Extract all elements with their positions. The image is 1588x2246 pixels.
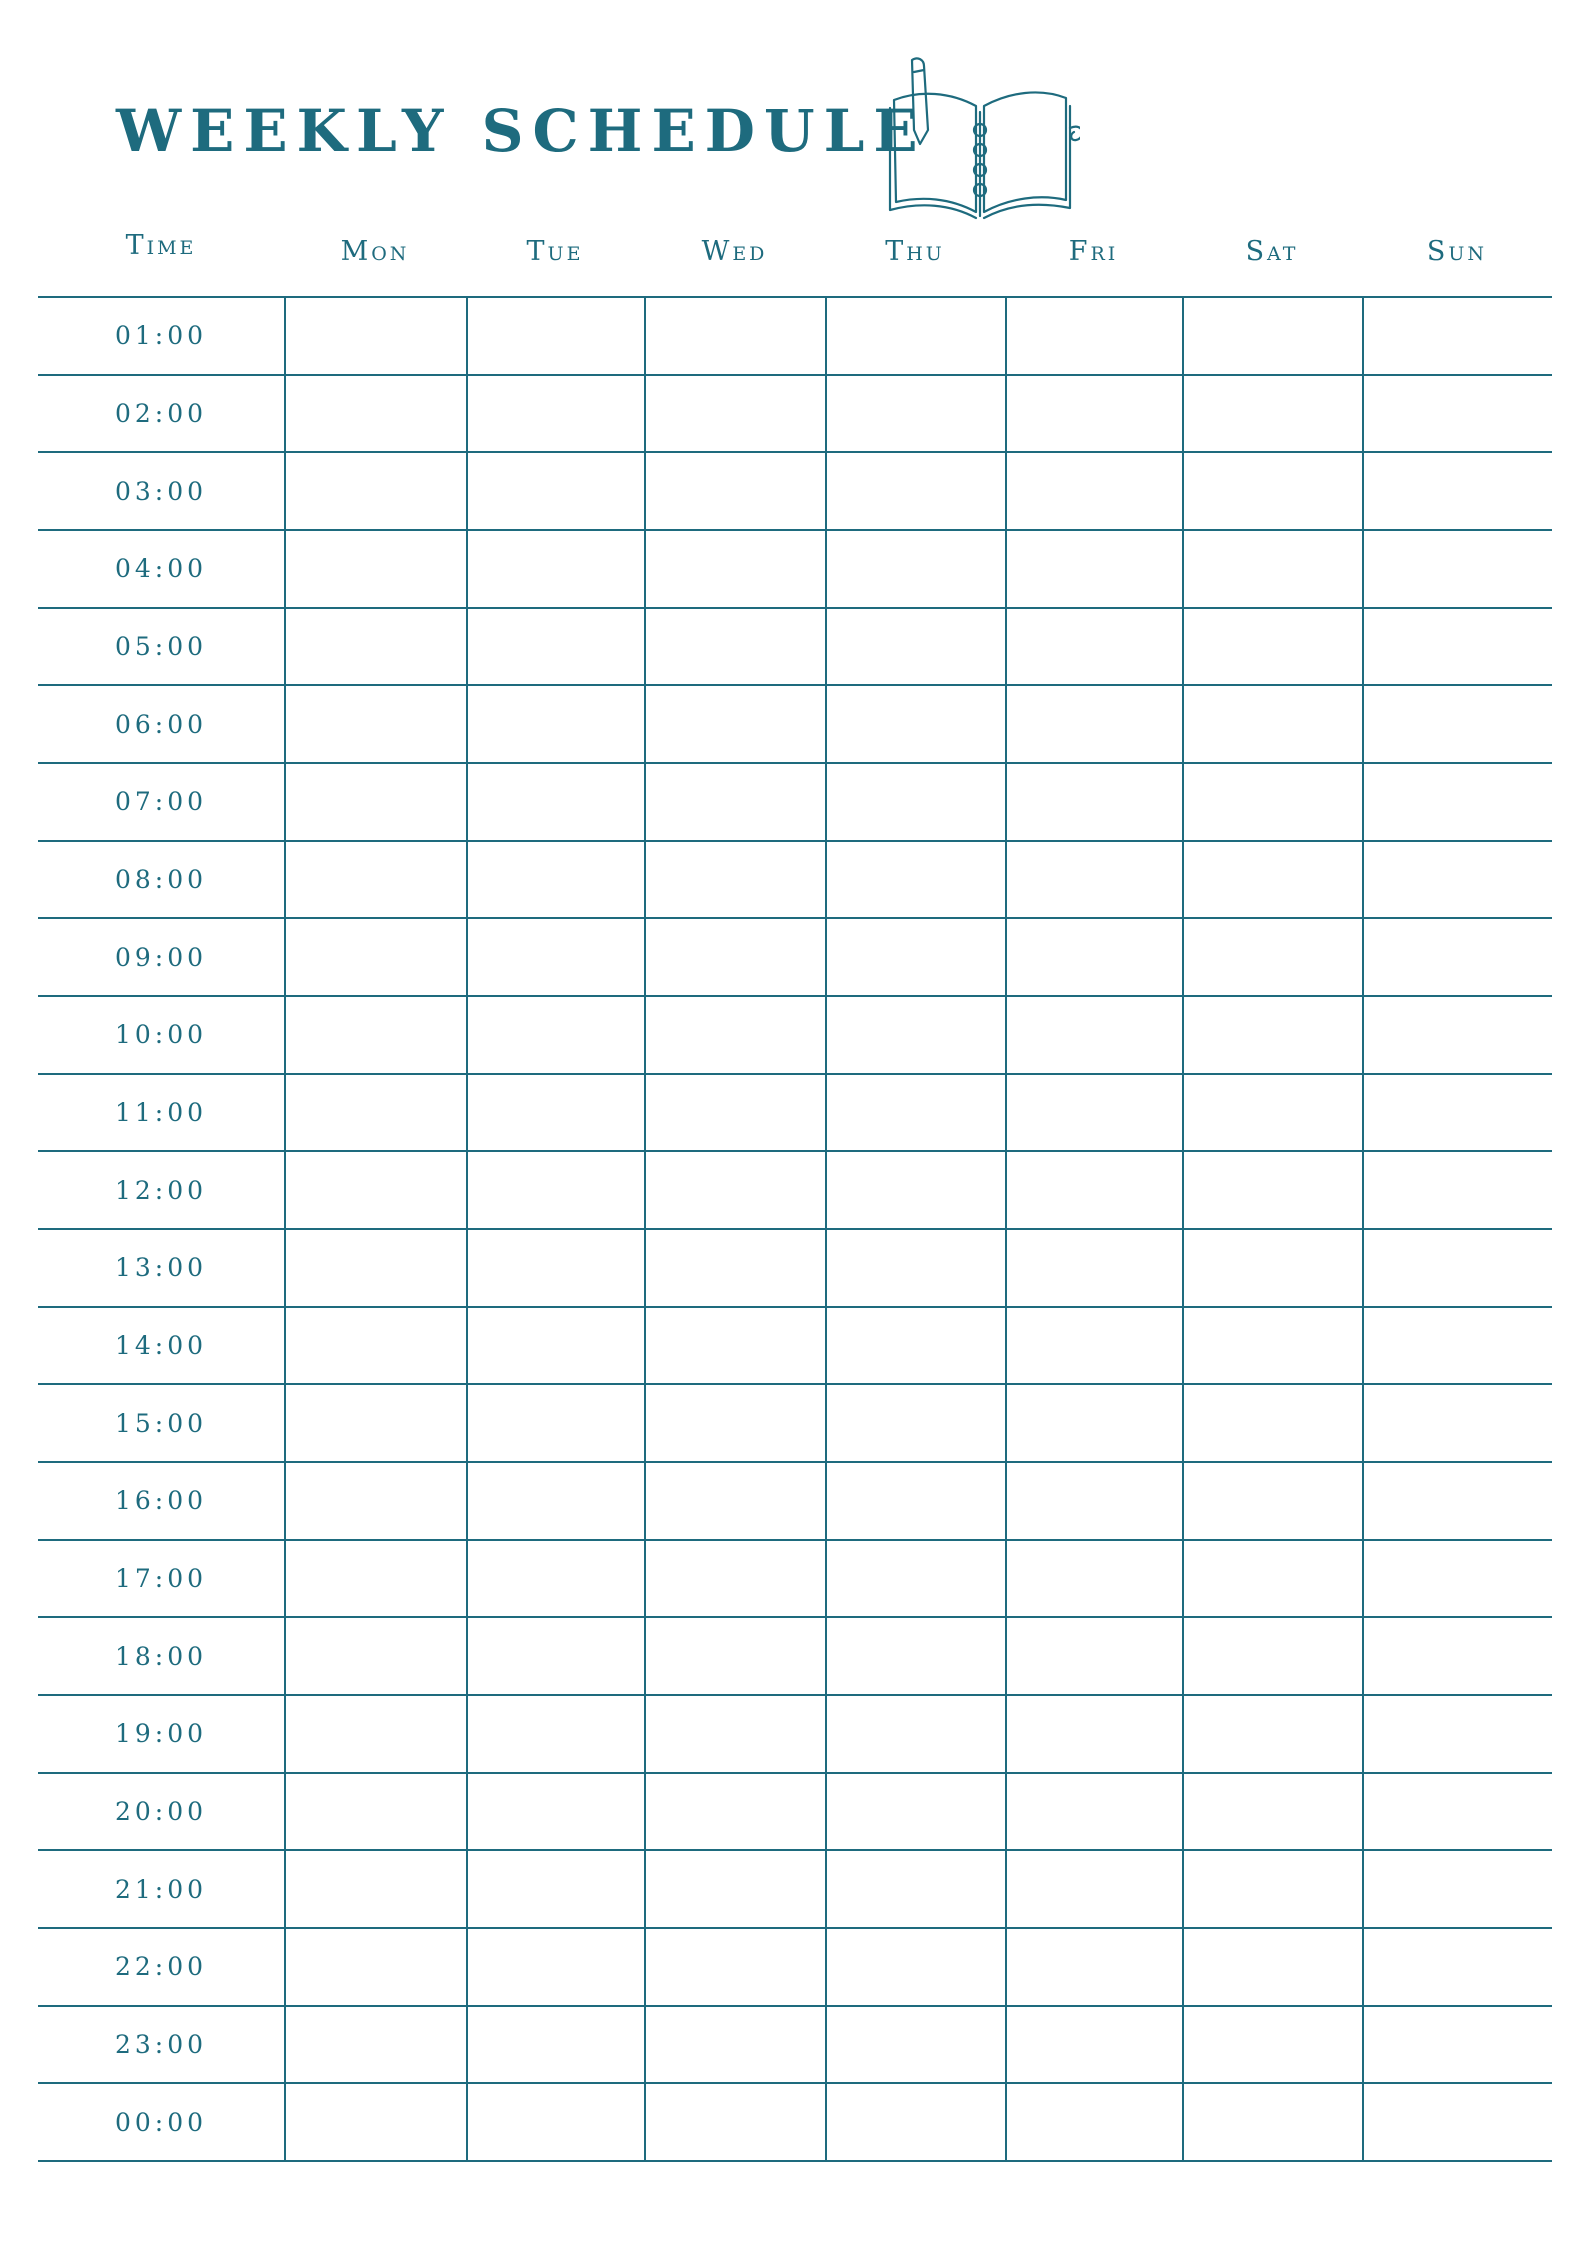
- header-day-thu: Thu: [885, 236, 945, 267]
- schedule-cell-tue[interactable]: [466, 1152, 644, 1228]
- table-row: [38, 919, 1552, 997]
- time-cell: 12:00: [114, 1175, 208, 1205]
- header-day-fri: Fri: [1068, 236, 1119, 267]
- table-row: [38, 1696, 1552, 1774]
- table-row: [38, 376, 1552, 454]
- schedule-cell-sun[interactable]: [1362, 842, 1552, 918]
- schedule-cell-wed[interactable]: [644, 1463, 825, 1539]
- schedule-cell-fri[interactable]: [1005, 1308, 1182, 1384]
- schedule-cell-sat[interactable]: [1182, 1075, 1362, 1151]
- header-time: Time: [125, 230, 197, 261]
- time-cell: 20:00: [114, 1796, 208, 1826]
- schedule-cell-thu[interactable]: [825, 1230, 1005, 1306]
- schedule-cell-thu[interactable]: [825, 2007, 1005, 2083]
- schedule-cell-sat[interactable]: [1182, 842, 1362, 918]
- table-row: [38, 686, 1552, 764]
- schedule-cell-mon[interactable]: [284, 1696, 466, 1772]
- schedule-cell-sat[interactable]: [1182, 1618, 1362, 1694]
- schedule-cell-wed[interactable]: [644, 764, 825, 840]
- schedule-cell-tue[interactable]: [466, 2084, 644, 2160]
- schedule-cell-tue[interactable]: [466, 1075, 644, 1151]
- schedule-cell-sat[interactable]: [1182, 764, 1362, 840]
- schedule-cell-thu[interactable]: [825, 919, 1005, 995]
- schedule-cell-fri[interactable]: [1005, 1618, 1182, 1694]
- schedule-cell-thu[interactable]: [825, 1929, 1005, 2005]
- schedule-cell-sun[interactable]: [1362, 1463, 1552, 1539]
- header-day-sat: Sat: [1245, 236, 1299, 267]
- schedule-cell-thu[interactable]: [825, 1308, 1005, 1384]
- schedule-cell-sat[interactable]: [1182, 1696, 1362, 1772]
- time-cell: 23:00: [114, 2029, 208, 2059]
- schedule-cell-tue[interactable]: [466, 842, 644, 918]
- schedule-cell-tue[interactable]: [466, 919, 644, 995]
- schedule-cell-tue[interactable]: [466, 376, 644, 452]
- time-cell: 08:00: [114, 864, 208, 894]
- schedule-cell-sun[interactable]: [1362, 2007, 1552, 2083]
- schedule-cell-sun[interactable]: [1362, 453, 1552, 529]
- schedule-cell-mon[interactable]: [284, 609, 466, 685]
- schedule-cell-fri[interactable]: [1005, 1929, 1182, 2005]
- notebook-with-pen-icon: [880, 52, 1080, 222]
- schedule-cell-thu[interactable]: [825, 1152, 1005, 1228]
- schedule-cell-tue[interactable]: [466, 1851, 644, 1927]
- header-day-wed: Wed: [701, 236, 768, 267]
- table-row: [38, 1385, 1552, 1463]
- schedule-cell-fri[interactable]: [1005, 2084, 1182, 2160]
- schedule-cell-wed[interactable]: [644, 531, 825, 607]
- schedule-cell-sun[interactable]: [1362, 764, 1552, 840]
- schedule-cell-sat[interactable]: [1182, 609, 1362, 685]
- schedule-cell-mon[interactable]: [284, 376, 466, 452]
- table-row: [38, 609, 1552, 687]
- schedule-cell-wed[interactable]: [644, 1774, 825, 1850]
- schedule-cell-fri[interactable]: [1005, 1230, 1182, 1306]
- schedule-cell-wed[interactable]: [644, 1230, 825, 1306]
- schedule-cell-wed[interactable]: [644, 298, 825, 374]
- table-row: [38, 453, 1552, 531]
- schedule-cell-fri[interactable]: [1005, 1075, 1182, 1151]
- schedule-cell-mon[interactable]: [284, 531, 466, 607]
- schedule-cell-fri[interactable]: [1005, 453, 1182, 529]
- schedule-cell-thu[interactable]: [825, 1463, 1005, 1539]
- time-cell: 11:00: [114, 1097, 208, 1127]
- schedule-cell-thu[interactable]: [825, 764, 1005, 840]
- schedule-cell-sat[interactable]: [1182, 1308, 1362, 1384]
- schedule-cell-tue[interactable]: [466, 1696, 644, 1772]
- schedule-cell-mon[interactable]: [284, 1929, 466, 2005]
- table-row: [38, 1618, 1552, 1696]
- schedule-cell-fri[interactable]: [1005, 1463, 1182, 1539]
- table-header: [38, 230, 1552, 276]
- schedule-cell-tue[interactable]: [466, 997, 644, 1073]
- table-row: [38, 1929, 1552, 2007]
- time-cell: 22:00: [114, 1952, 208, 1982]
- schedule-cell-mon[interactable]: [284, 1618, 466, 1694]
- header-day-tue: Tue: [526, 236, 584, 267]
- schedule-cell-wed[interactable]: [644, 1929, 825, 2005]
- time-cell: 04:00: [114, 554, 208, 584]
- schedule-cell-sat[interactable]: [1182, 1541, 1362, 1617]
- schedule-cell-sun[interactable]: [1362, 531, 1552, 607]
- header-day-mon: Mon: [340, 236, 410, 267]
- header-day-sun: Sun: [1426, 236, 1488, 267]
- time-cell: 06:00: [114, 709, 208, 739]
- schedule-cell-mon[interactable]: [284, 919, 466, 995]
- time-cell: 10:00: [114, 1020, 208, 1050]
- schedule-cell-fri[interactable]: [1005, 1851, 1182, 1927]
- schedule-cell-mon[interactable]: [284, 2084, 466, 2160]
- schedule-cell-fri[interactable]: [1005, 764, 1182, 840]
- schedule-cell-mon[interactable]: [284, 1385, 466, 1461]
- schedule-cell-thu[interactable]: [825, 2084, 1005, 2160]
- schedule-cell-sun[interactable]: [1362, 1774, 1552, 1850]
- page-title: WEEKLY SCHEDULE: [116, 97, 927, 165]
- table-row: [38, 764, 1552, 842]
- schedule-cell-thu[interactable]: [825, 1696, 1005, 1772]
- schedule-cell-mon[interactable]: [284, 842, 466, 918]
- schedule-cell-fri[interactable]: [1005, 842, 1182, 918]
- schedule-cell-fri[interactable]: [1005, 1385, 1182, 1461]
- schedule-cell-thu[interactable]: [825, 842, 1005, 918]
- schedule-cell-wed[interactable]: [644, 1075, 825, 1151]
- schedule-cell-fri[interactable]: [1005, 997, 1182, 1073]
- schedule-cell-fri[interactable]: [1005, 1541, 1182, 1617]
- schedule-cell-wed[interactable]: [644, 1152, 825, 1228]
- schedule-cell-wed[interactable]: [644, 1308, 825, 1384]
- schedule-cell-sat[interactable]: [1182, 1230, 1362, 1306]
- schedule-cell-sat[interactable]: [1182, 376, 1362, 452]
- table-row: [38, 842, 1552, 920]
- schedule-cell-fri[interactable]: [1005, 2007, 1182, 2083]
- schedule-cell-tue[interactable]: [466, 1929, 644, 2005]
- table-row: [38, 997, 1552, 1075]
- table-row: [38, 2084, 1552, 2162]
- schedule-cell-sun[interactable]: [1362, 1308, 1552, 1384]
- schedule-cell-thu[interactable]: [825, 376, 1005, 452]
- schedule-cell-thu[interactable]: [825, 298, 1005, 374]
- table-row: [38, 1463, 1552, 1541]
- table-row: [38, 1230, 1552, 1308]
- schedule-cell-sat[interactable]: [1182, 1774, 1362, 1850]
- schedule-cell-mon[interactable]: [284, 298, 466, 374]
- schedule-cell-tue[interactable]: [466, 1463, 644, 1539]
- schedule-cell-fri[interactable]: [1005, 1774, 1182, 1850]
- schedule-cell-thu[interactable]: [825, 609, 1005, 685]
- schedule-cell-wed[interactable]: [644, 2007, 825, 2083]
- schedule-cell-thu[interactable]: [825, 1774, 1005, 1850]
- schedule-cell-sat[interactable]: [1182, 1152, 1362, 1228]
- schedule-cell-mon[interactable]: [284, 1152, 466, 1228]
- schedule-cell-sun[interactable]: [1362, 298, 1552, 374]
- schedule-cell-mon[interactable]: [284, 1463, 466, 1539]
- schedule-cell-wed[interactable]: [644, 1541, 825, 1617]
- schedule-cell-sun[interactable]: [1362, 686, 1552, 762]
- schedule-cell-wed[interactable]: [644, 2084, 825, 2160]
- schedule-cell-sun[interactable]: [1362, 1075, 1552, 1151]
- schedule-cell-sun[interactable]: [1362, 1851, 1552, 1927]
- time-cell: 07:00: [114, 787, 208, 817]
- time-cell: 15:00: [114, 1408, 208, 1438]
- table-row: [38, 531, 1552, 609]
- schedule-cell-sat[interactable]: [1182, 2007, 1362, 2083]
- time-cell: 19:00: [114, 1719, 208, 1749]
- table-body: [38, 296, 1552, 2162]
- schedule-cell-tue[interactable]: [466, 2007, 644, 2083]
- schedule-cell-sat[interactable]: [1182, 1463, 1362, 1539]
- schedule-cell-thu[interactable]: [825, 453, 1005, 529]
- schedule-cell-sun[interactable]: [1362, 919, 1552, 995]
- table-row: [38, 1851, 1552, 1929]
- schedule-cell-sun[interactable]: [1362, 1230, 1552, 1306]
- schedule-cell-sun[interactable]: [1362, 1696, 1552, 1772]
- schedule-cell-wed[interactable]: [644, 1618, 825, 1694]
- schedule-cell-thu[interactable]: [825, 1618, 1005, 1694]
- time-cell: 21:00: [114, 1874, 208, 1904]
- schedule-cell-mon[interactable]: [284, 1075, 466, 1151]
- schedule-cell-tue[interactable]: [466, 453, 644, 529]
- schedule-cell-sat[interactable]: [1182, 453, 1362, 529]
- schedule-cell-sat[interactable]: [1182, 1385, 1362, 1461]
- time-cell: 03:00: [114, 476, 208, 506]
- schedule-cell-tue[interactable]: [466, 1774, 644, 1850]
- schedule-cell-sun[interactable]: [1362, 1618, 1552, 1694]
- time-cell: 13:00: [114, 1253, 208, 1283]
- schedule-cell-mon[interactable]: [284, 1851, 466, 1927]
- schedule-cell-fri[interactable]: [1005, 1152, 1182, 1228]
- time-cell: 16:00: [114, 1486, 208, 1516]
- schedule-cell-sun[interactable]: [1362, 1152, 1552, 1228]
- schedule-cell-sun[interactable]: [1362, 1929, 1552, 2005]
- schedule-cell-sun[interactable]: [1362, 609, 1552, 685]
- time-cell: 01:00: [114, 321, 208, 351]
- schedule-cell-wed[interactable]: [644, 1696, 825, 1772]
- schedule-cell-sat[interactable]: [1182, 686, 1362, 762]
- table-row: [38, 1541, 1552, 1619]
- time-cell: 00:00: [114, 2107, 208, 2137]
- schedule-cell-tue[interactable]: [466, 609, 644, 685]
- schedule-cell-wed[interactable]: [644, 997, 825, 1073]
- schedule-cell-mon[interactable]: [284, 453, 466, 529]
- schedule-cell-sat[interactable]: [1182, 997, 1362, 1073]
- schedule-cell-tue[interactable]: [466, 1385, 644, 1461]
- time-cell: 09:00: [114, 942, 208, 972]
- schedule-cell-sun[interactable]: [1362, 997, 1552, 1073]
- schedule-cell-sun[interactable]: [1362, 1541, 1552, 1617]
- time-cell: 05:00: [114, 631, 208, 661]
- schedule-cell-wed[interactable]: [644, 919, 825, 995]
- schedule-cell-thu[interactable]: [825, 1541, 1005, 1617]
- schedule-cell-thu[interactable]: [825, 1385, 1005, 1461]
- schedule-cell-mon[interactable]: [284, 686, 466, 762]
- schedule-cell-mon[interactable]: [284, 997, 466, 1073]
- schedule-cell-tue[interactable]: [466, 1308, 644, 1384]
- schedule-cell-wed[interactable]: [644, 1851, 825, 1927]
- schedule-cell-thu[interactable]: [825, 686, 1005, 762]
- time-cell: 18:00: [114, 1641, 208, 1671]
- schedule-cell-tue[interactable]: [466, 1230, 644, 1306]
- schedule-cell-fri[interactable]: [1005, 1696, 1182, 1772]
- schedule-cell-fri[interactable]: [1005, 919, 1182, 995]
- schedule-cell-mon[interactable]: [284, 1541, 466, 1617]
- time-cell: 02:00: [114, 398, 208, 428]
- schedule-cell-wed[interactable]: [644, 686, 825, 762]
- table-row: [38, 298, 1552, 376]
- schedule-cell-tue[interactable]: [466, 531, 644, 607]
- table-row: [38, 1152, 1552, 1230]
- table-row: [38, 2007, 1552, 2085]
- schedule-cell-mon[interactable]: [284, 1230, 466, 1306]
- schedule-cell-tue[interactable]: [466, 1618, 644, 1694]
- schedule-cell-wed[interactable]: [644, 1385, 825, 1461]
- schedule-cell-wed[interactable]: [644, 609, 825, 685]
- table-row: [38, 1075, 1552, 1153]
- schedule-cell-sat[interactable]: [1182, 1851, 1362, 1927]
- schedule-cell-sat[interactable]: [1182, 919, 1362, 995]
- schedule-cell-mon[interactable]: [284, 2007, 466, 2083]
- schedule-cell-sun[interactable]: [1362, 2084, 1552, 2160]
- schedule-cell-sat[interactable]: [1182, 298, 1362, 374]
- schedule-cell-fri[interactable]: [1005, 298, 1182, 374]
- schedule-cell-thu[interactable]: [825, 1075, 1005, 1151]
- schedule-cell-tue[interactable]: [466, 1541, 644, 1617]
- schedule-cell-sat[interactable]: [1182, 2084, 1362, 2160]
- schedule-cell-sun[interactable]: [1362, 376, 1552, 452]
- schedule-cell-fri[interactable]: [1005, 609, 1182, 685]
- schedule-cell-tue[interactable]: [466, 686, 644, 762]
- schedule-cell-sat[interactable]: [1182, 531, 1362, 607]
- schedule-cell-tue[interactable]: [466, 764, 644, 840]
- schedule-cell-wed[interactable]: [644, 376, 825, 452]
- time-cell: 17:00: [114, 1563, 208, 1593]
- schedule-cell-mon[interactable]: [284, 1308, 466, 1384]
- schedule-cell-mon[interactable]: [284, 764, 466, 840]
- schedule-cell-wed[interactable]: [644, 453, 825, 529]
- table-row: [38, 1308, 1552, 1386]
- schedule-cell-thu[interactable]: [825, 531, 1005, 607]
- schedule-cell-fri[interactable]: [1005, 376, 1182, 452]
- schedule-cell-mon[interactable]: [284, 1774, 466, 1850]
- schedule-cell-sat[interactable]: [1182, 1929, 1362, 2005]
- schedule-cell-wed[interactable]: [644, 842, 825, 918]
- schedule-cell-fri[interactable]: [1005, 531, 1182, 607]
- time-cell: 14:00: [114, 1330, 208, 1360]
- schedule-cell-fri[interactable]: [1005, 686, 1182, 762]
- schedule-cell-sun[interactable]: [1362, 1385, 1552, 1461]
- schedule-cell-thu[interactable]: [825, 997, 1005, 1073]
- schedule-cell-thu[interactable]: [825, 1851, 1005, 1927]
- table-row: [38, 1774, 1552, 1852]
- schedule-cell-tue[interactable]: [466, 298, 644, 374]
